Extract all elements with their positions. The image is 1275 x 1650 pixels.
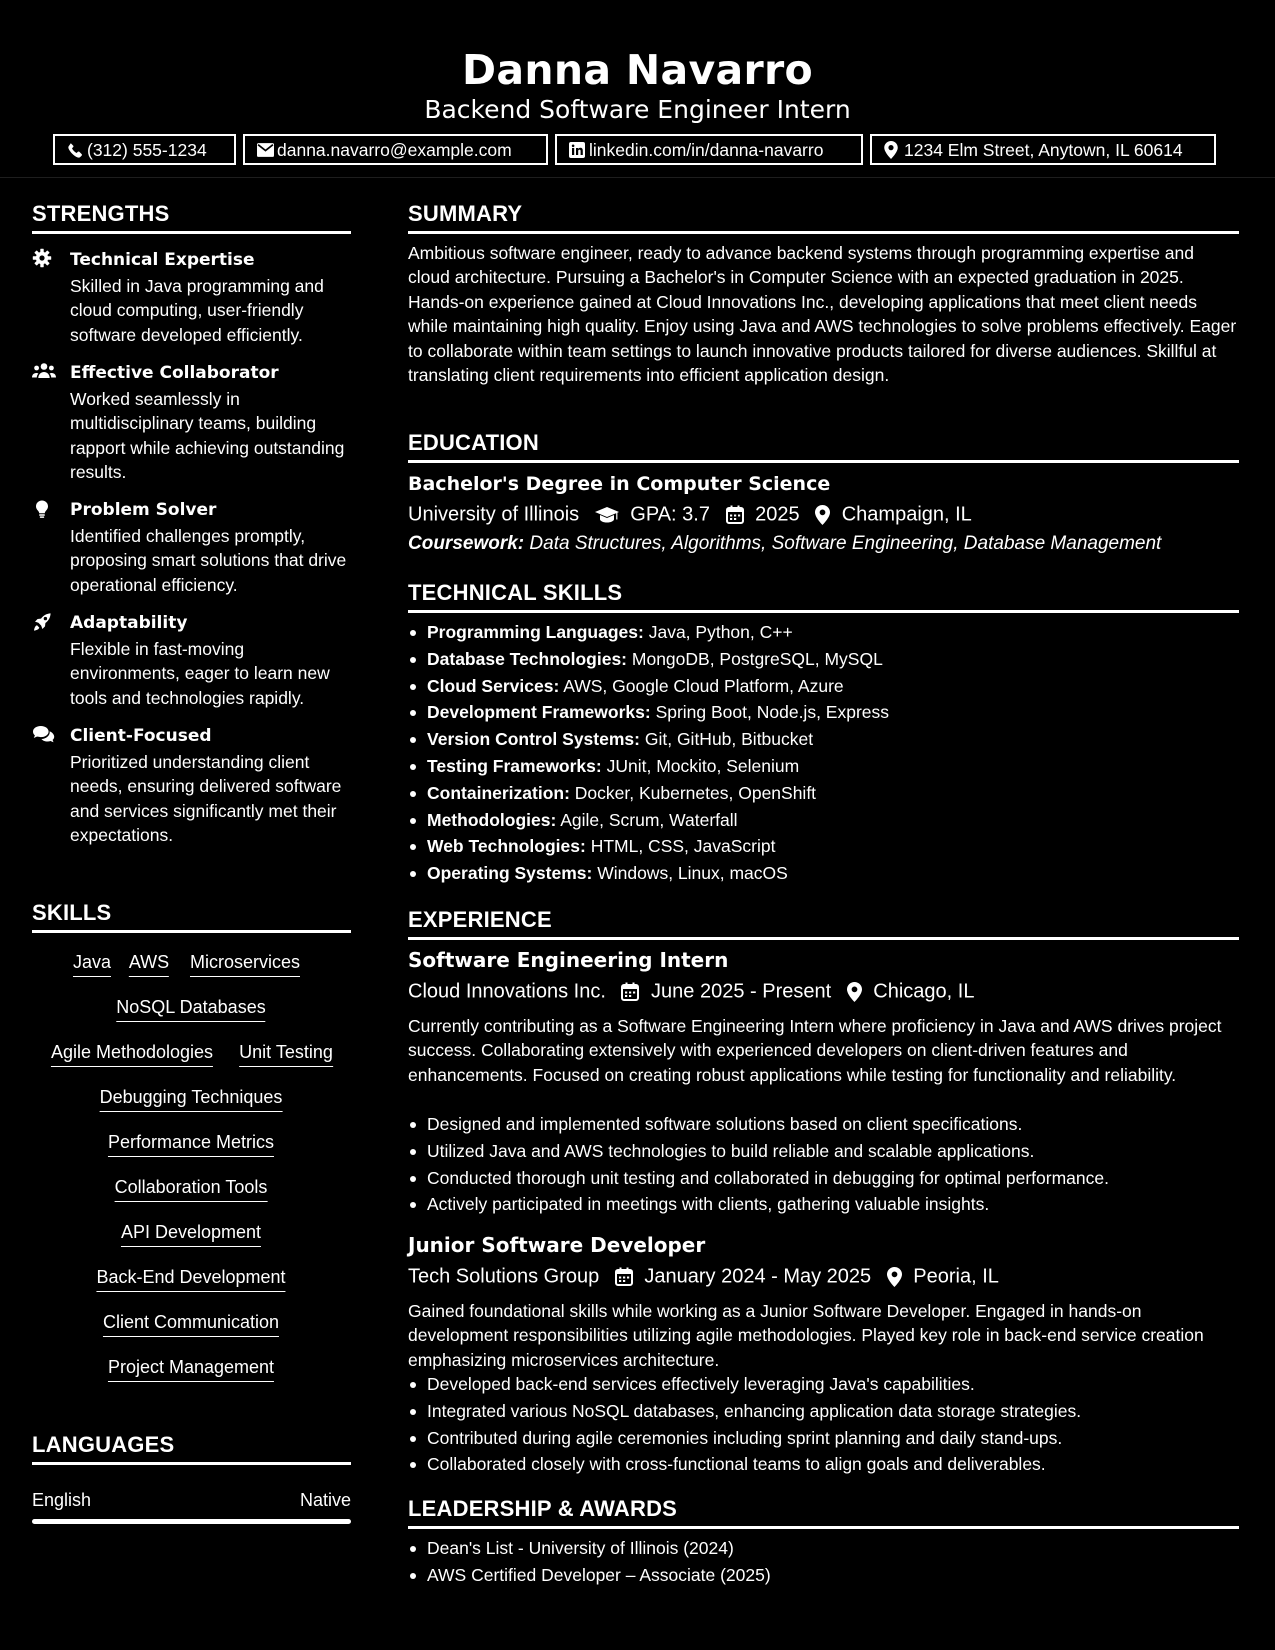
job-meta <box>408 1262 999 1291</box>
job-title: Software Engineering Intern <box>408 948 729 972</box>
section-divider <box>408 231 1239 234</box>
section-divider <box>408 937 1239 940</box>
strengths-heading: STRENGTHS <box>32 201 170 226</box>
list-item: Containerization: Docker, Kubernetes, OpenShift <box>408 780 889 807</box>
graduation-cap-icon <box>595 506 619 524</box>
skill-tag: AWS <box>129 950 169 977</box>
skill-tag: Collaboration Tools <box>115 1175 268 1202</box>
strength-desc: Identified challenges promptly, proposing smart solutions that drive operational efficiency. <box>70 526 347 595</box>
list-item: Development Frameworks: Spring Boot, Node.js, Express <box>408 699 889 726</box>
summary-text: Ambitious software engineer, ready to advance backend systems through programming expertise and cloud architecture. Pursuing a Bachelor's in Computer Science with an expected graduation in 2025. Hands-on experience gained at Cloud Innovations Inc., developing applications that meet client needs while maintaining high quality. Enjoy using Java and AWS technologies to solve problems effectively. Eager to collaborate within team settings to launch innovative products tailored for diverse audiences. Skillful at translating client requirements into efficient application design. <box>408 243 1237 386</box>
technical-skills-heading: TECHNICAL SKILLS <box>408 580 623 605</box>
skill-tag: Unit Testing <box>239 1040 333 1067</box>
strength-title: Client-Focused <box>70 726 212 746</box>
strength-desc: Prioritized understanding client needs, ensuring delivered software and services significantly met their expectations. <box>70 752 342 845</box>
coursework-label: Coursework: <box>408 533 525 554</box>
list-item: Integrated various NoSQL databases, enhancing application data storage strategies. <box>408 1398 1081 1425</box>
skills-heading: SKILLS <box>32 900 112 925</box>
gear-icon <box>32 248 56 270</box>
section-divider <box>32 1462 351 1465</box>
job-bullets <box>408 1371 1081 1478</box>
users-icon <box>32 362 56 384</box>
skill-tag: Back-End Development <box>96 1265 285 1292</box>
candidate-role: Backend Software Engineer Intern <box>424 95 851 124</box>
technical-skills-list <box>408 619 889 887</box>
calendar-icon <box>621 982 639 1001</box>
coursework-list: Data Structures, Algorithms, Software Engineering, Database Management <box>529 533 1162 554</box>
coursework <box>408 531 1161 557</box>
skill-tag: Microservices <box>190 950 300 977</box>
strength-title: Adaptability <box>70 613 188 633</box>
envelope-icon <box>257 143 277 157</box>
calendar-icon <box>615 1267 633 1286</box>
skill-tag: API Development <box>121 1220 261 1247</box>
list-item: Programming Languages: Java, Python, C++ <box>408 619 889 646</box>
contact-linkedin[interactable]: linkedin.com/in/danna-navarro <box>555 134 863 165</box>
map-marker-icon <box>887 1267 902 1287</box>
strength-title: Technical Expertise <box>70 250 255 270</box>
awards-list <box>408 1535 771 1589</box>
contact-email[interactable]: danna.navarro@example.com <box>243 134 548 165</box>
candidate-name: Danna Navarro <box>462 46 813 94</box>
languages-heading: LANGUAGES <box>32 1432 175 1457</box>
strength-desc: Skilled in Java programming and cloud computing, user-friendly software developed efficiently. <box>70 276 324 345</box>
list-item: Collaborated closely with cross-functional teams to align goals and deliverables. <box>408 1451 1081 1478</box>
language-level: Native <box>299 1490 351 1510</box>
list-item: Cloud Services: AWS, Google Cloud Platform, Azure <box>408 673 889 700</box>
list-item: AWS Certified Developer – Associate (2025) <box>408 1562 771 1589</box>
section-divider <box>32 231 351 234</box>
school-location: Champaign, IL <box>841 503 972 526</box>
linkedin-icon <box>569 142 589 158</box>
skill-tag: NoSQL Databases <box>116 995 265 1022</box>
section-divider <box>408 1526 1239 1529</box>
chat-bubbles-icon <box>32 725 56 747</box>
job-dates: January 2024 - May 2025 <box>644 1265 872 1288</box>
skill-tag: Project Management <box>108 1355 274 1382</box>
job-dates: June 2025 - Present <box>651 980 832 1003</box>
list-item: Testing Frameworks: JUnit, Mockito, Selenium <box>408 753 889 780</box>
school-name: University of Illinois <box>408 503 580 526</box>
company-name: Tech Solutions Group <box>408 1265 600 1288</box>
list-item: Actively participated in meetings with clients, gathering valuable insights. <box>408 1191 1109 1218</box>
job-bullets <box>408 1111 1109 1218</box>
list-item: Designed and implemented software solutions based on client specifications. <box>408 1111 1109 1138</box>
experience-heading: EXPERIENCE <box>408 907 552 932</box>
job-title: Junior Software Developer <box>408 1233 706 1257</box>
list-item: Version Control Systems: Git, GitHub, Bitbucket <box>408 726 889 753</box>
graduation-year: 2025 <box>755 503 800 526</box>
awards-heading: LEADERSHIP & AWARDS <box>408 1496 678 1521</box>
education-heading: EDUCATION <box>408 430 539 455</box>
degree-title: Bachelor's Degree in Computer Science <box>408 473 831 495</box>
list-item: Contributed during agile ceremonies including sprint planning and daily stand-ups. <box>408 1425 1081 1452</box>
language-name: English <box>32 1490 92 1510</box>
skill-tag: Agile Methodologies <box>51 1040 213 1067</box>
skill-tag: Java <box>73 950 111 977</box>
contact-bar <box>0 134 1275 165</box>
map-marker-icon <box>847 982 862 1002</box>
list-item: Conducted thorough unit testing and collaborated in debugging for optimal performance. <box>408 1165 1109 1192</box>
list-item: Utilized Java and AWS technologies to build reliable and scalable applications. <box>408 1138 1109 1165</box>
strength-title: Effective Collaborator <box>70 363 279 383</box>
list-item: Developed back-end services effectively leveraging Java's capabilities. <box>408 1371 1081 1398</box>
resume-header <box>0 0 1275 178</box>
contact-address[interactable]: 1234 Elm Street, Anytown, IL 60614 <box>870 134 1216 165</box>
list-item: Methodologies: Agile, Scrum, Waterfall <box>408 807 889 834</box>
list-item: Operating Systems: Windows, Linux, macOS <box>408 860 889 887</box>
list-item: Dean's List - University of Illinois (2024) <box>408 1535 771 1562</box>
rocket-icon <box>32 612 56 634</box>
lightbulb-icon <box>32 499 56 521</box>
skill-tag: Debugging Techniques <box>100 1085 283 1112</box>
list-item: Web Technologies: HTML, CSS, JavaScript <box>408 833 889 860</box>
section-divider <box>32 930 351 933</box>
summary-heading: SUMMARY <box>408 201 523 226</box>
job-description: Currently contributing as a Software Engineering Intern where proficiency in Java and AWS drives project success. Collaborating extensively with experienced developers on client-driven features and enhancements. Focused on creating robust applications while testing for functionality and reliability. <box>408 1016 1222 1085</box>
calendar-icon <box>726 505 744 524</box>
strength-desc: Flexible in fast-moving environments, eager to learn new tools and technologies rapidly. <box>70 639 330 708</box>
strength-title: Problem Solver <box>70 500 217 520</box>
section-divider <box>408 610 1239 613</box>
education-meta <box>408 500 972 529</box>
map-marker-icon <box>884 141 904 159</box>
contact-phone[interactable]: (312) 555-1234 <box>53 134 236 165</box>
skill-tag: Performance Metrics <box>108 1130 274 1157</box>
section-divider <box>408 460 1239 463</box>
job-location: Peoria, IL <box>913 1265 999 1288</box>
skill-tag: Client Communication <box>103 1310 279 1337</box>
job-meta <box>408 977 974 1006</box>
strength-desc: Worked seamlessly in multidisciplinary teams, building rapport while achieving outstanding results. <box>70 389 345 482</box>
gpa: GPA: 3.7 <box>630 503 710 526</box>
company-name: Cloud Innovations Inc. <box>408 980 606 1003</box>
job-location: Chicago, IL <box>873 980 975 1003</box>
phone-icon <box>67 142 87 159</box>
language-level-bar <box>32 1519 351 1524</box>
list-item: Database Technologies: MongoDB, PostgreSQL, MySQL <box>408 646 889 673</box>
map-marker-icon <box>815 505 830 525</box>
job-description: Gained foundational skills while working as a Junior Software Developer. Engaged in hands-on development responsibilities utilizing agile methodologies. Played key role in back-end service creation emphasizing microservices architecture. <box>408 1301 1204 1370</box>
language-row <box>32 1488 351 1512</box>
